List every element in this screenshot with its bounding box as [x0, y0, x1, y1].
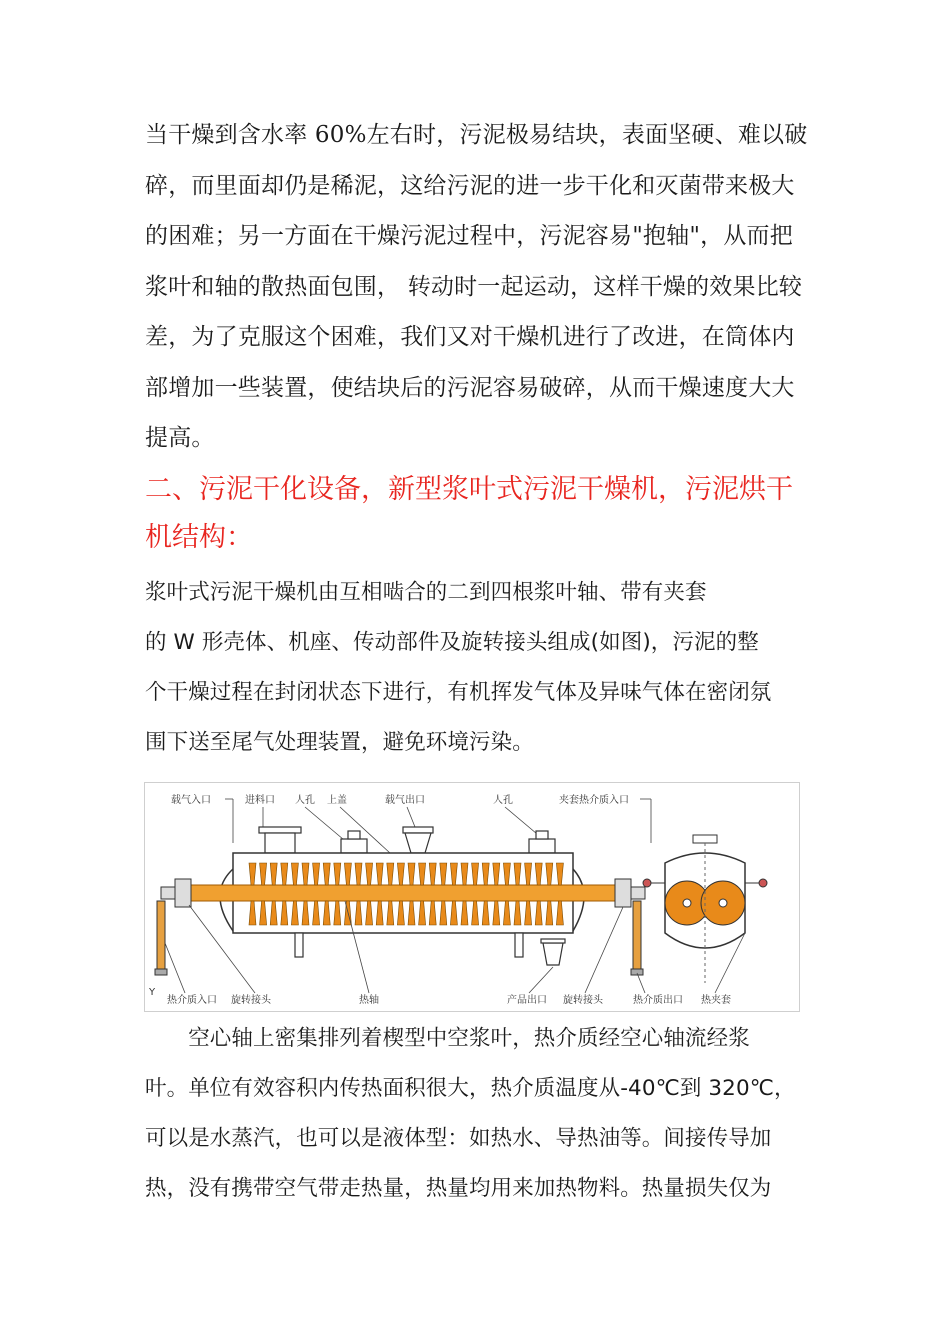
base-supports: [295, 933, 565, 965]
label-medium-in: 热介质入口: [167, 995, 217, 1006]
label-manhole-2: 人孔: [493, 795, 513, 806]
label-product-out: 产品出口: [507, 995, 547, 1006]
text-line: 热，没有携带空气带走热量，热量均用来加热物料。热量损失仅为: [145, 1176, 772, 1201]
heading-line: 二、污泥干化设备，新型浆叶式污泥干燥机，污泥烘干: [145, 474, 793, 505]
text-line: 提高。: [145, 425, 215, 451]
text-line: 当干燥到含水率 60%左右时，污泥极易结块，表面坚硬、难以破: [145, 122, 808, 148]
text-line: 差，为了克服这个困难，我们又对干燥机进行了改进，在筒体内: [145, 324, 795, 350]
section-heading: [145, 466, 825, 562]
text-line: 部增加一些装置，使结块后的污泥容易破碎，从而干燥速度大大: [145, 374, 795, 401]
heading-line: 机结构：: [145, 522, 253, 553]
label-rotary-joint-2: 旋转接头: [563, 995, 603, 1006]
text-line: 可以是水蒸汽，也可以是液体型：如热水、导热油等。间接传导加: [145, 1126, 772, 1151]
text-line: 的困难；另一方面在干燥污泥过程中，污泥容易"抱轴"，从而把: [145, 223, 793, 249]
paragraph-structure: [145, 568, 825, 768]
label-manhole-1: 人孔: [295, 795, 315, 806]
label-top-cover: 上盖: [327, 795, 347, 806]
cross-section-view: [643, 835, 767, 983]
text-line: 浆叶式污泥干燥机由互相啮合的二到四根浆叶轴、带有夹套: [145, 580, 707, 605]
label-y-mark: Y: [149, 987, 156, 998]
left-drive: [155, 879, 191, 975]
text-line: 浆叶和轴的散热面包围， 转动时一起运动，这样干燥的效果比较: [145, 273, 803, 300]
text-line: 的 W 形壳体、机座、传动部件及旋转接头组成(如图)，污泥的整: [145, 630, 759, 655]
label-heat-jacket: 热夹套: [701, 995, 731, 1006]
label-carrier-gas-out: 载气出口: [385, 795, 425, 806]
label-rotary-joint-1: 旋转接头: [231, 995, 271, 1006]
dryer-diagram: [145, 783, 799, 1011]
paragraph-heat-transfer: [145, 1014, 825, 1214]
label-carrier-gas-in: 载气入口: [171, 795, 211, 806]
paragraph-drying-problem: [145, 110, 815, 464]
right-drive: [615, 879, 645, 975]
text-line: 个干燥过程在封闭状态下进行，有机挥发气体及异味气体在密闭氛: [145, 680, 772, 705]
hollow-shaft: [189, 885, 625, 901]
label-medium-out: 热介质出口: [633, 995, 683, 1006]
label-feed-port: 进料口: [245, 795, 275, 806]
text-line: 叶。单位有效容积内传热面积很大，热介质温度从-40℃到 320℃，: [145, 1076, 796, 1101]
text-line: 空心轴上密集排列着楔型中空浆叶，热介质经空心轴流经浆: [145, 1026, 750, 1051]
top-nozzles: [259, 827, 555, 853]
text-line: 碎，而里面却仍是稀泥，这给污泥的进一步干化和灭菌带来极大: [145, 172, 795, 199]
label-hot-shaft: 热轴: [359, 995, 379, 1006]
text-line: 围下送至尾气处理装置，避免环境污染。: [145, 730, 534, 755]
dryer-structure-figure: [144, 782, 800, 1012]
label-jacket-medium-in: 夹套热介质入口: [559, 795, 629, 806]
